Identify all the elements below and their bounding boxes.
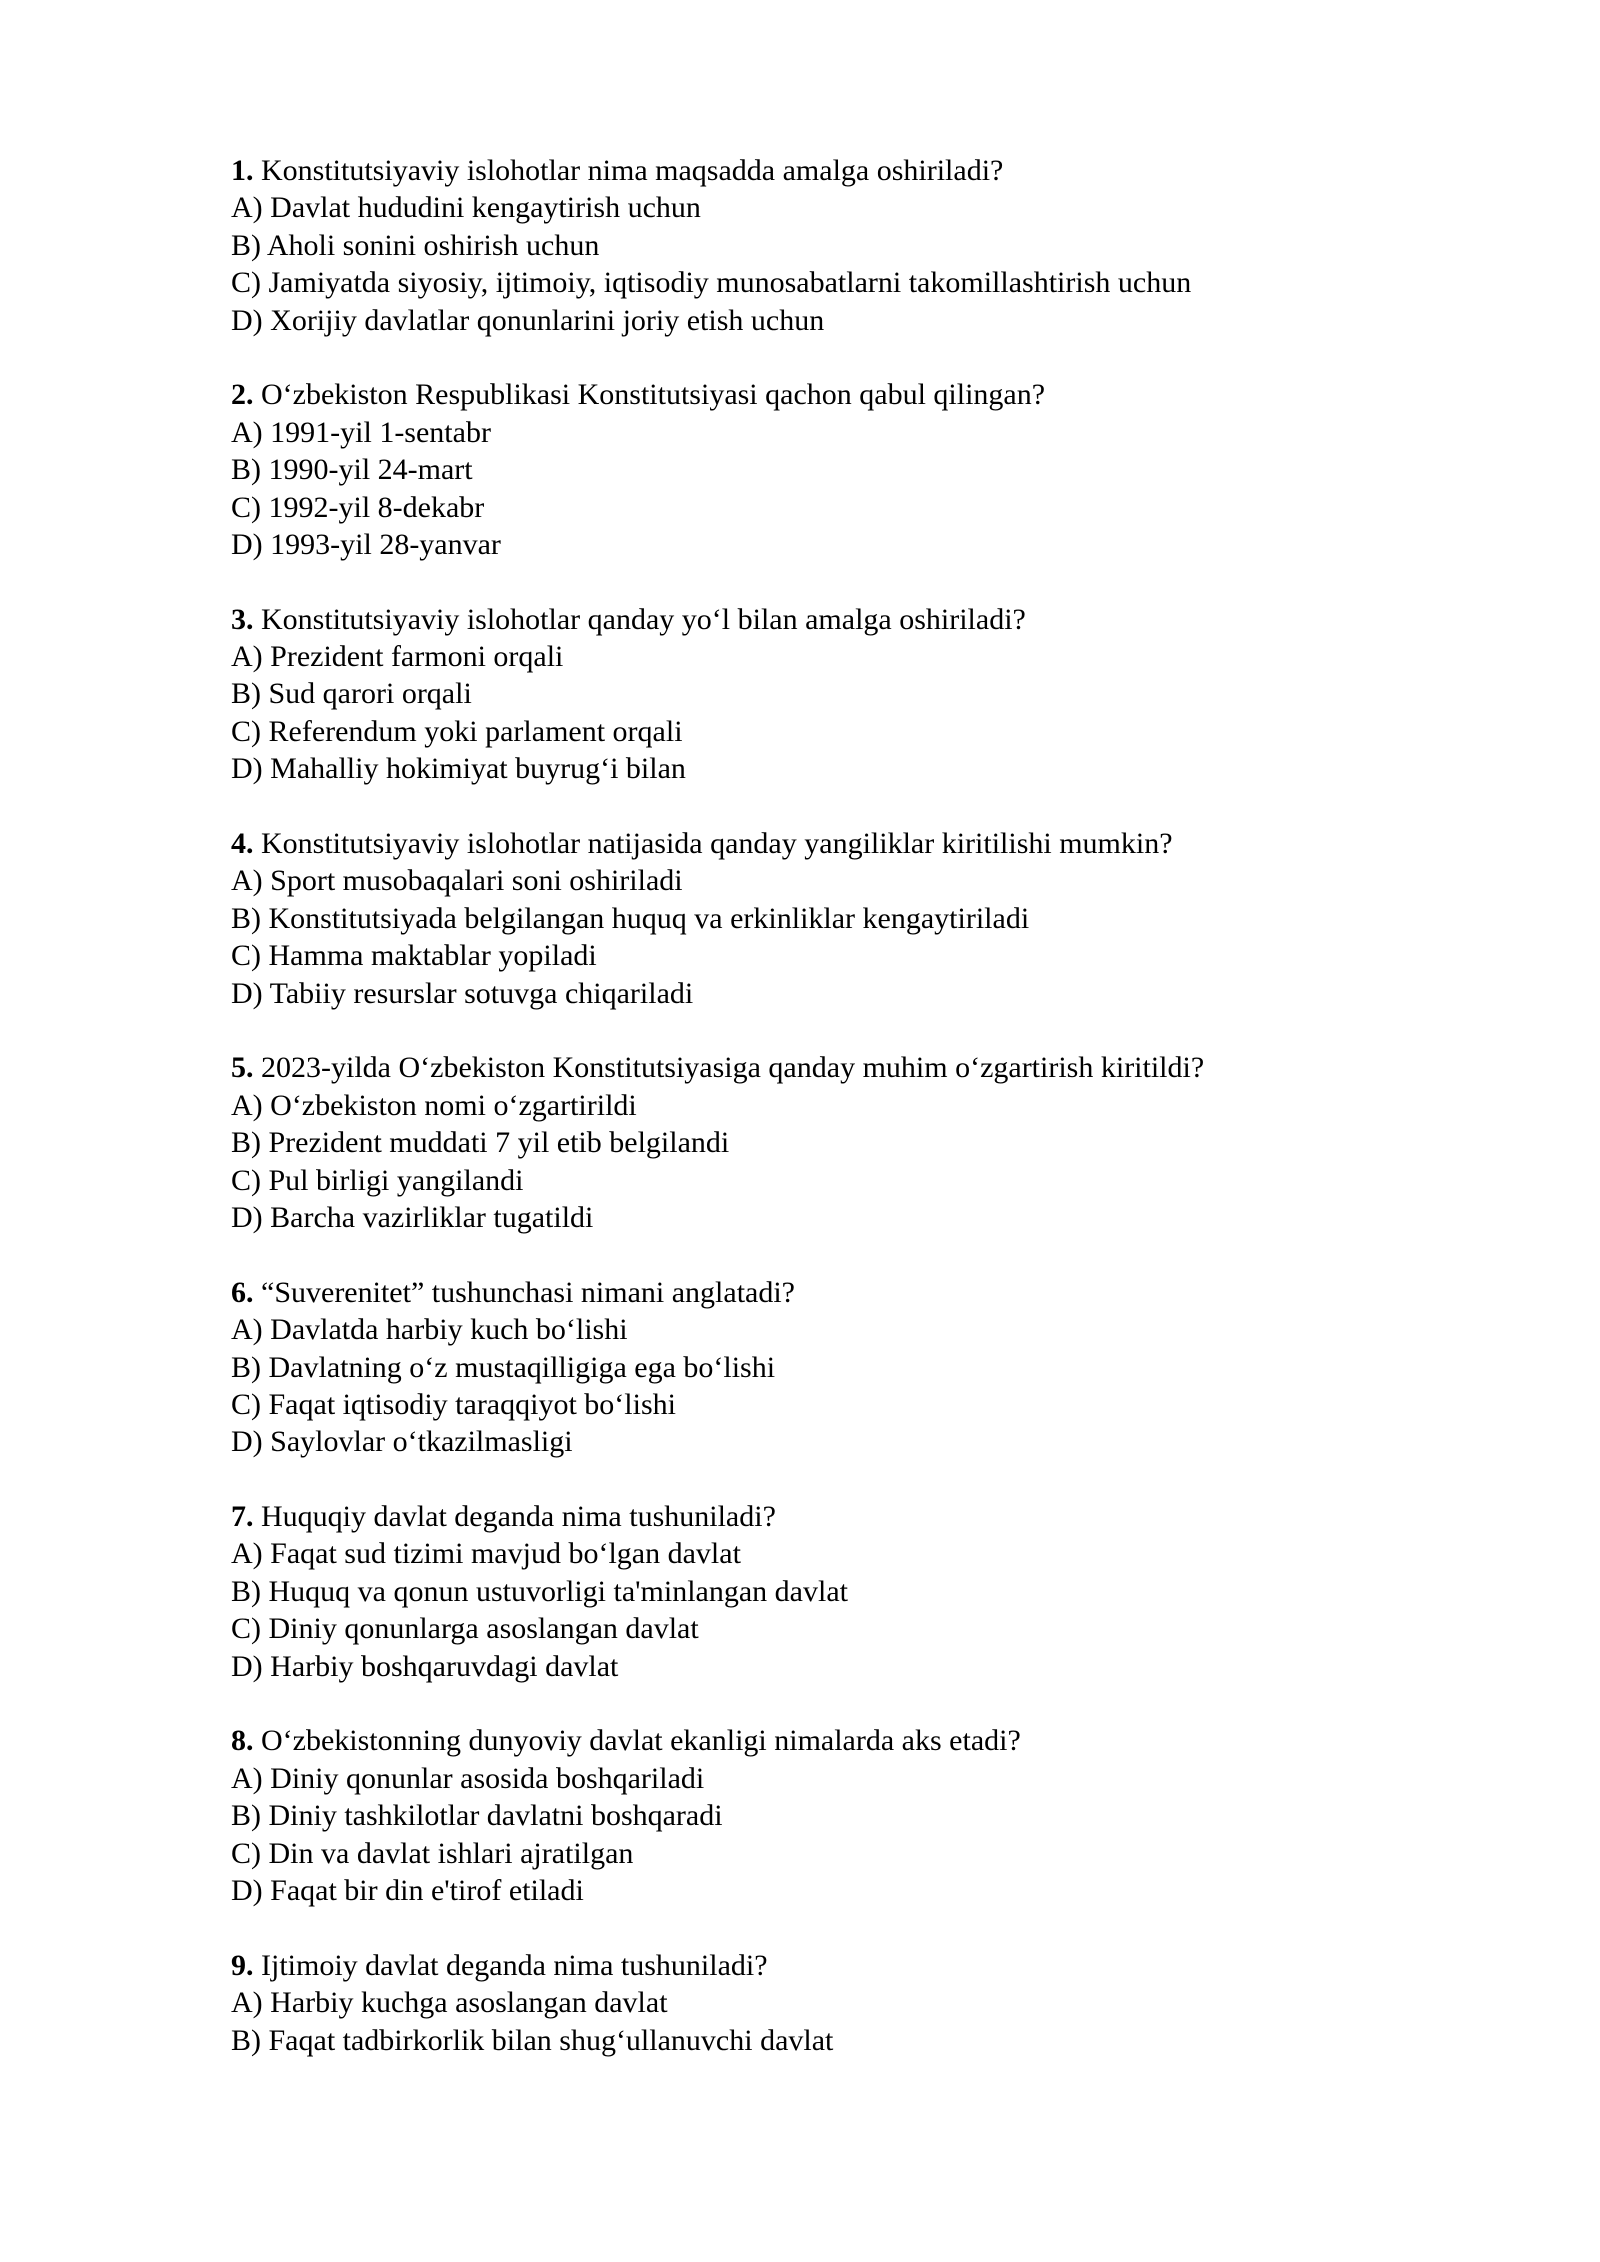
answer-option-d: D) Xorijiy davlatlar qonunlarini joriy etish uchun xyxy=(231,303,825,337)
document-page xyxy=(231,152,1471,2096)
question-stem xyxy=(231,152,1471,189)
question-number: 8. xyxy=(231,1724,254,1758)
answer-option-d: D) Tabiiy resurslar sotuvga chiqariladi xyxy=(231,976,694,1010)
answer-option-c: C) Pul birligi yangilandi xyxy=(231,1163,524,1197)
question-text: Huquqiy davlat deganda nima tushuniladi? xyxy=(261,1500,776,1534)
answer-option-b: B) Prezident muddati 7 yil etib belgilandi xyxy=(231,1126,730,1160)
question-stem xyxy=(231,601,1471,638)
answer-option-a: A) Diniy qonunlar asosida boshqariladi xyxy=(231,1761,705,1795)
answer-option-d: D) Faqat bir din e'tirof etiladi xyxy=(231,1873,584,1907)
question-2 xyxy=(231,376,1471,563)
answer-option-c: C) Diniy qonunlarga asoslangan davlat xyxy=(231,1612,699,1646)
answer-option-a: A) Harbiy kuchga asoslangan davlat xyxy=(231,1986,668,2020)
answer-option-d: D) Harbiy boshqaruvdagi davlat xyxy=(231,1649,619,1683)
answer-option-c: C) Jamiyatda siyosiy, ijtimoiy, iqtisodiy munosabatlarni takomillashtirish uchun xyxy=(231,266,1192,300)
question-number: 5. xyxy=(231,1051,254,1085)
question-stem xyxy=(231,1274,1471,1311)
question-number: 7. xyxy=(231,1500,254,1534)
question-text: Ijtimoiy davlat deganda nima tushuniladi? xyxy=(261,1948,768,1982)
question-number: 2. xyxy=(231,378,254,412)
question-text: Konstitutsiyaviy islohotlar qanday yo‘l bilan amalga oshiriladi? xyxy=(261,602,1026,636)
answer-option-a: A) Davlat hududini kengaytirish uchun xyxy=(231,191,701,225)
question-number: 3. xyxy=(231,602,254,636)
answer-option-d: D) Mahalliy hokimiyat buyrug‘i bilan xyxy=(231,752,686,786)
question-text: Konstitutsiyaviy islohotlar nima maqsadda amalga oshiriladi? xyxy=(261,154,1004,187)
answer-option-b: B) Faqat tadbirkorlik bilan shug‘ullanuvchi davlat xyxy=(231,2023,834,2057)
question-text: O‘zbekistonning dunyoviy davlat ekanligi nimalarda aks etadi? xyxy=(261,1724,1021,1758)
question-number: 9. xyxy=(231,1948,254,1982)
question-stem xyxy=(231,1722,1471,1759)
answer-option-a: A) Davlatda harbiy kuch bo‘lishi xyxy=(231,1313,628,1347)
question-text: “Suverenitet” tushunchasi nimani anglatadi? xyxy=(261,1275,795,1309)
answer-option-a: A) Prezident farmoni orqali xyxy=(231,640,564,674)
answer-option-c: C) Din va davlat ishlari ajratilgan xyxy=(231,1836,634,1870)
question-stem xyxy=(231,1049,1471,1086)
question-9 xyxy=(231,1947,1471,2059)
question-stem xyxy=(231,1947,1471,1984)
question-number: 1. xyxy=(231,154,254,187)
question-6 xyxy=(231,1274,1471,1461)
answer-option-d: D) Barcha vazirliklar tugatildi xyxy=(231,1200,594,1234)
question-text: Konstitutsiyaviy islohotlar natijasida qanday yangiliklar kiritilishi mumkin? xyxy=(261,827,1173,861)
question-5 xyxy=(231,1049,1471,1236)
question-stem xyxy=(231,376,1471,413)
answer-option-b: B) Aholi sonini oshirish uchun xyxy=(231,228,600,262)
answer-option-b: B) 1990-yil 24-mart xyxy=(231,453,473,487)
answer-option-c: C) Referendum yoki parlament orqali xyxy=(231,714,683,748)
question-stem xyxy=(231,825,1471,862)
question-number: 6. xyxy=(231,1275,254,1309)
question-8 xyxy=(231,1722,1471,1909)
question-1 xyxy=(231,152,1471,339)
question-stem xyxy=(231,1498,1471,1535)
answer-option-c: C) 1992-yil 8-dekabr xyxy=(231,490,485,524)
answer-option-a: A) 1991-yil 1-sentabr xyxy=(231,415,491,449)
answer-option-d: D) Saylovlar o‘tkazilmasligi xyxy=(231,1425,573,1459)
question-3 xyxy=(231,601,1471,788)
answer-option-a: A) Sport musobaqalari soni oshiriladi xyxy=(231,864,683,898)
answer-option-b: B) Konstitutsiyada belgilangan huquq va erkinliklar kengaytiriladi xyxy=(231,901,1030,935)
answer-option-c: C) Hamma maktablar yopiladi xyxy=(231,939,597,973)
answer-option-b: B) Sud qarori orqali xyxy=(231,677,472,711)
answer-option-b: B) Diniy tashkilotlar davlatni boshqaradi xyxy=(231,1799,723,1833)
answer-option-c: C) Faqat iqtisodiy taraqqiyot bo‘lishi xyxy=(231,1387,676,1421)
question-4 xyxy=(231,825,1471,1012)
question-7 xyxy=(231,1498,1471,1685)
question-text: O‘zbekiston Respublikasi Konstitutsiyasi qachon qabul qilingan? xyxy=(261,378,1046,412)
answer-option-b: B) Davlatning o‘z mustaqilligiga ega bo‘lishi xyxy=(231,1350,776,1384)
answer-option-a: A) O‘zbekiston nomi o‘zgartirildi xyxy=(231,1088,637,1122)
question-number: 4. xyxy=(231,827,254,861)
answer-option-d: D) 1993-yil 28-yanvar xyxy=(231,527,501,561)
answer-option-a: A) Faqat sud tizimi mavjud bo‘lgan davlat xyxy=(231,1537,741,1571)
answer-option-b: B) Huquq va qonun ustuvorligi ta'minlangan davlat xyxy=(231,1574,848,1608)
question-text: 2023-yilda O‘zbekiston Konstitutsiyasiga qanday muhim o‘zgartirish kiritildi? xyxy=(261,1051,1205,1085)
